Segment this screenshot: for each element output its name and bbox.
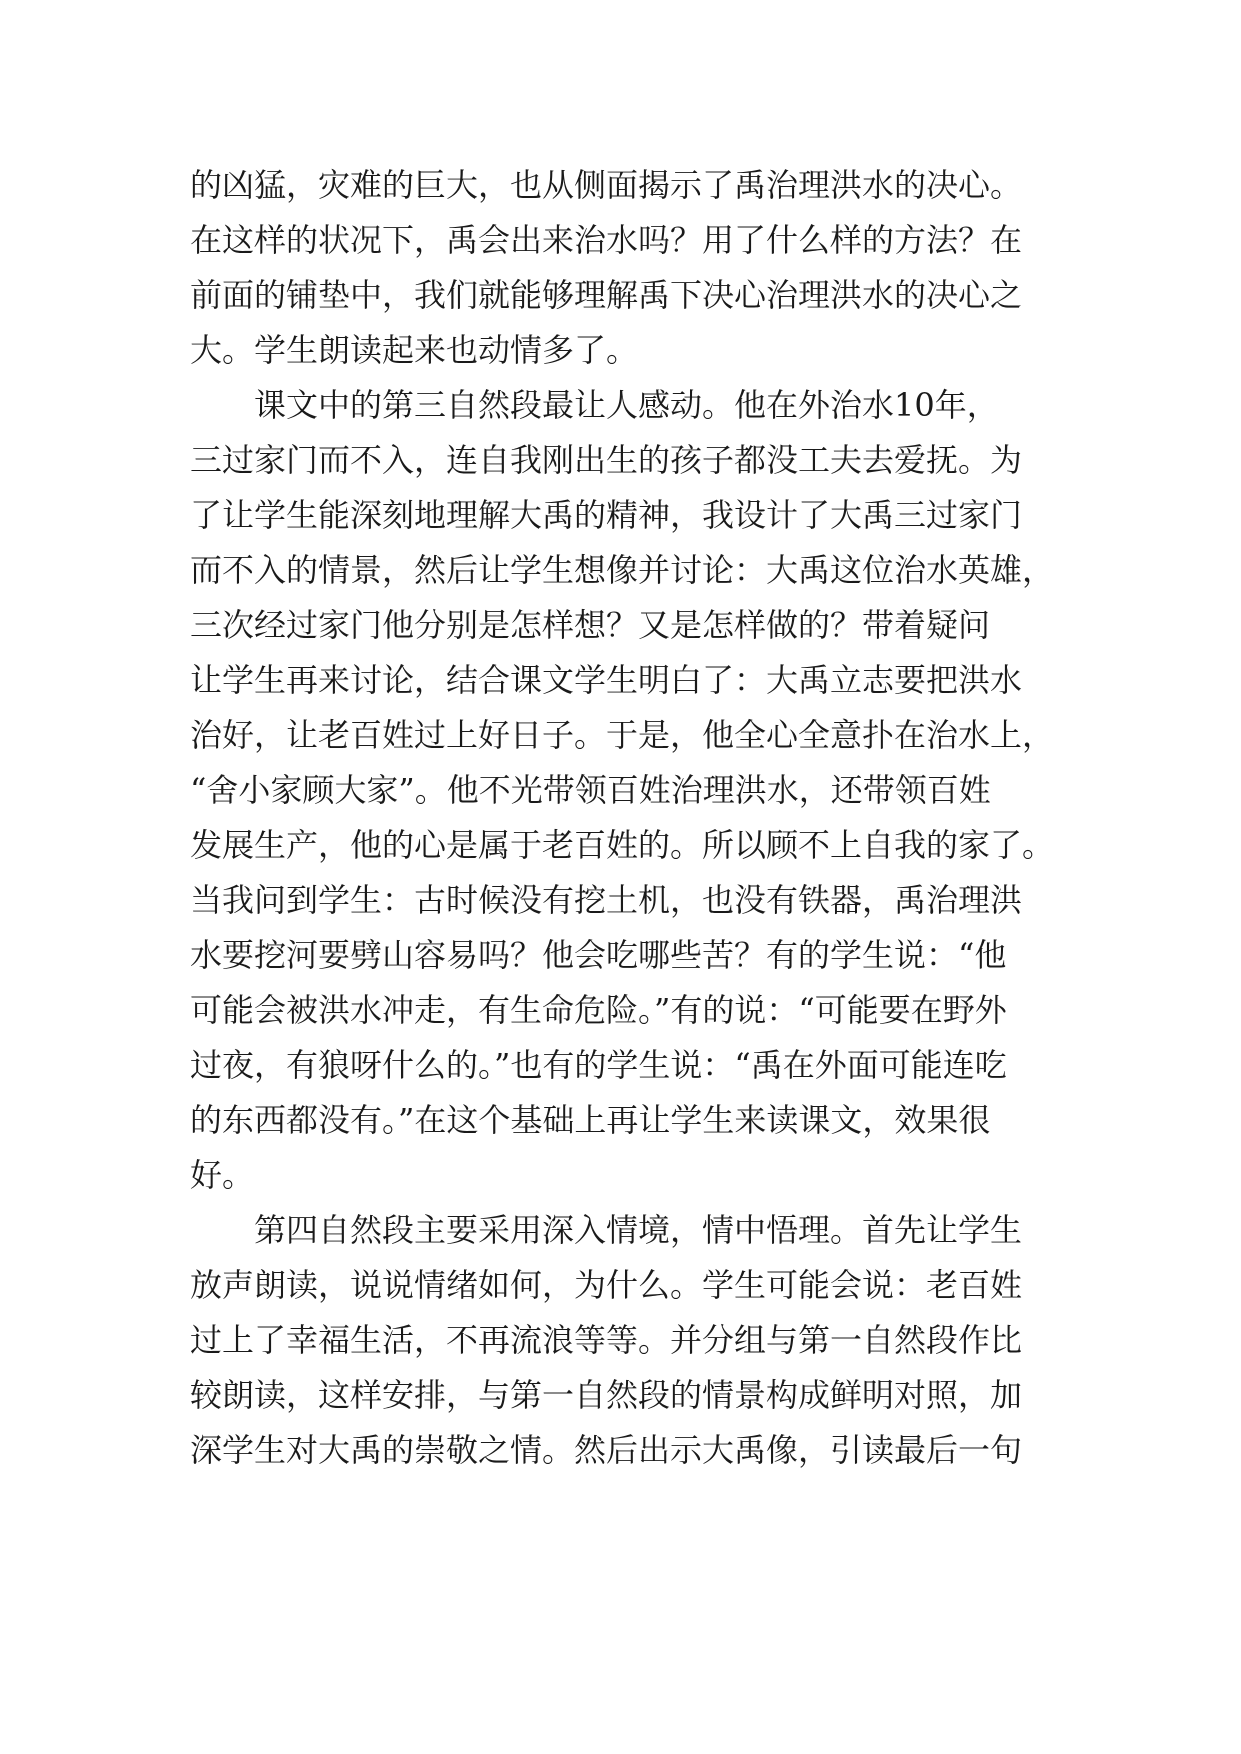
- text-line: 发展生产，他的心是属于老百姓的。所以顾不上自我的家了。: [190, 826, 1055, 864]
- text-line: 放声朗读，说说情绪如何，为什么。学生可能会说：老百姓: [190, 1266, 1023, 1304]
- text-line: 可能会被洪水冲走，有生命危险。”有的说：“可能要在野外: [190, 991, 1007, 1029]
- paragraph-first-line: 第四自然段主要采用深入情境，情中悟理。首先让学生: [254, 1211, 1023, 1249]
- paragraph-first-line: 课文中的第三自然段最让人感动。他在外治水10年，: [254, 386, 999, 424]
- text-line: 三过家门而不入，连自我刚出生的孩子都没工夫去爱抚。为: [190, 441, 1023, 479]
- text-line: 三次经过家门他分别是怎样想？又是怎样做的？带着疑问: [190, 606, 991, 644]
- text-line: “舍小家顾大家”。他不光带领百姓治理洪水，还带领百姓: [190, 771, 991, 809]
- text-line: 前面的铺垫中，我们就能够理解禹下决心治理洪水的决心之: [190, 276, 1023, 314]
- text-line: 而不入的情景，然后让学生想像并讨论：大禹这位治水英雄，: [190, 551, 1055, 589]
- text-line: 的东西都没有。”在这个基础上再让学生来读课文，效果很: [190, 1101, 991, 1139]
- text-line: 在这样的状况下，禹会出来治水吗？用了什么样的方法？在: [190, 221, 1023, 259]
- text-line: 让学生再来讨论，结合课文学生明白了：大禹立志要把洪水: [190, 661, 1023, 699]
- text-line: 水要挖河要劈山容易吗？他会吃哪些苦？有的学生说：“他: [190, 936, 1007, 974]
- text-line: 的凶猛，灾难的巨大，也从侧面揭示了禹治理洪水的决心。: [190, 166, 1023, 204]
- text-line: 了让学生能深刻地理解大禹的精神，我设计了大禹三过家门: [190, 496, 1023, 534]
- text-line: 深学生对大禹的崇敬之情。然后出示大禹像，引读最后一句: [190, 1431, 1023, 1469]
- text-line: 过上了幸福生活，不再流浪等等。并分组与第一自然段作比: [190, 1321, 1023, 1359]
- text-line: 治好，让老百姓过上好日子。于是，他全心全意扑在治水上，: [190, 716, 1055, 754]
- text-line: 大。学生朗读起来也动情多了。: [190, 331, 639, 369]
- text-line: 过夜，有狼呀什么的。”也有的学生说：“禹在外面可能连吃: [190, 1046, 1007, 1084]
- text-line: 当我问到学生：古时候没有挖土机，也没有铁器，禹治理洪: [190, 881, 1023, 919]
- text-line: 较朗读，这样安排，与第一自然段的情景构成鲜明对照，加: [190, 1376, 1023, 1414]
- text-line: 好。: [190, 1156, 255, 1194]
- body-text: [190, 158, 1055, 1478]
